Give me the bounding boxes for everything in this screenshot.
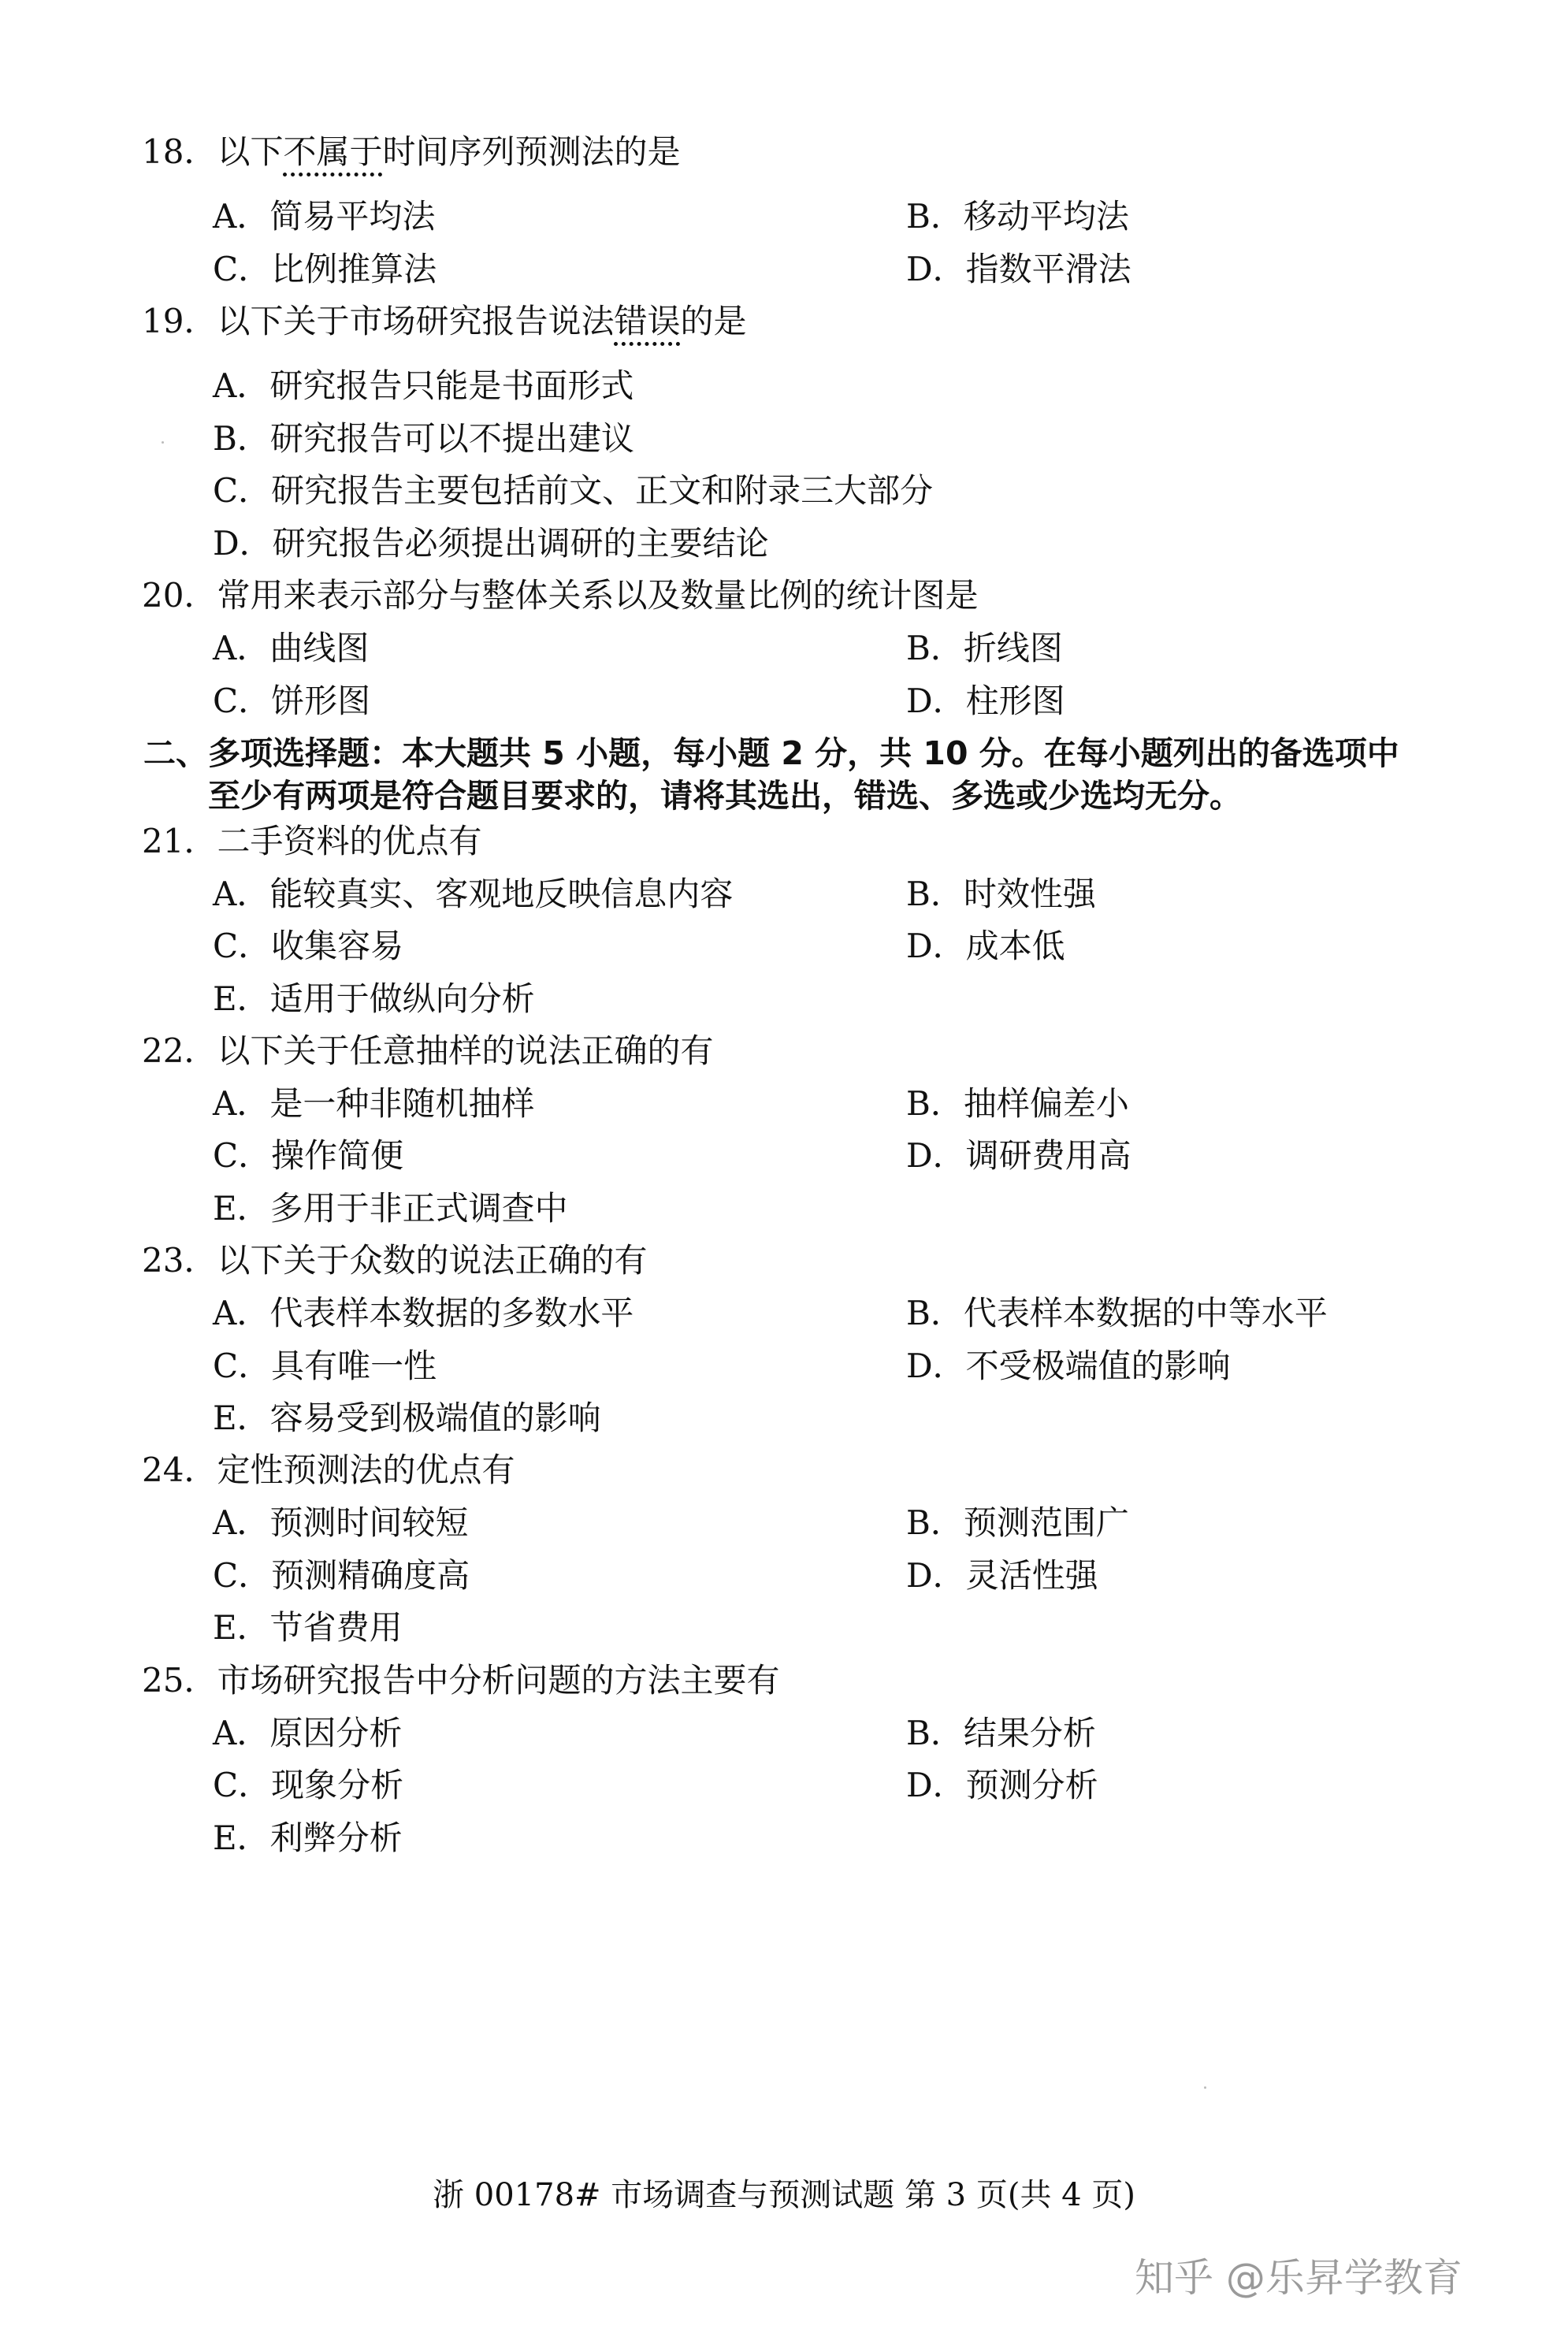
option: A．能较真实、客观地反映信息内容	[213, 875, 734, 913]
option: C．饼形图	[213, 682, 371, 720]
stem-text: 19．以下关于市场研究报告说法	[142, 302, 615, 340]
option: C．预测精确度高	[213, 1556, 470, 1595]
question-21-stem: 21．二手资料的优点有	[142, 822, 482, 860]
option: C．比例推算法	[213, 250, 437, 288]
option: C．具有唯一性	[213, 1347, 437, 1385]
stem-text: 的是	[680, 302, 747, 340]
question-20-stem: 20．常用来表示部分与整体关系以及数量比例的统计图是	[142, 576, 979, 615]
option: A．预测时间较短	[213, 1503, 469, 1542]
option: B．时效性强	[906, 875, 1096, 913]
option: D．预测分析	[906, 1766, 1098, 1804]
option: B．研究报告可以不提出建议	[213, 419, 634, 458]
option: B．代表样本数据的中等水平	[906, 1294, 1328, 1332]
question-18-stem	[142, 130, 680, 174]
section-2-header: 二、多项选择题：本大题共 5 小题，每小题 2 分，共 10 分。在每小题列出的备选项中	[143, 734, 1399, 772]
question-24-stem: 24．定性预测法的优点有	[142, 1451, 515, 1489]
option: E．节省费用	[213, 1608, 403, 1647]
scan-speck	[162, 441, 164, 444]
option: C．现象分析	[213, 1766, 404, 1804]
option: C．操作简便	[213, 1136, 404, 1175]
option: B．预测范围广	[906, 1503, 1129, 1542]
option: A．原因分析	[213, 1714, 403, 1752]
stem-text: 18．以下	[142, 132, 284, 171]
option: D．灵活性强	[906, 1556, 1098, 1595]
option: D．指数平滑法	[906, 250, 1131, 288]
option: B．抽样偏差小	[906, 1084, 1129, 1123]
stem-text: 时间序列预测法的是	[382, 132, 681, 171]
option: C．收集容易	[213, 927, 404, 965]
option: B．移动平均法	[906, 197, 1129, 236]
question-22-stem: 22．以下关于任意抽样的说法正确的有	[142, 1031, 714, 1070]
option: E．利弊分析	[213, 1819, 403, 1857]
option: B．结果分析	[906, 1714, 1096, 1752]
section-2-header-cont: 至少有两项是符合题目要求的，请将其选出，错选、多选或少选均无分。	[208, 777, 1242, 815]
option: E．多用于非正式调查中	[213, 1189, 568, 1228]
option: D．调研费用高	[906, 1136, 1131, 1175]
option: A．曲线图	[213, 629, 370, 667]
option: D．不受极端值的影响	[906, 1347, 1231, 1385]
option: E．容易受到极端值的影响	[213, 1399, 601, 1437]
option: A．代表样本数据的多数水平	[213, 1294, 634, 1332]
option: D．成本低	[906, 927, 1065, 965]
option: A．研究报告只能是书面形式	[213, 366, 634, 405]
option: A．简易平均法	[213, 197, 436, 236]
watermark: 知乎 @乐昇学教育	[1135, 2255, 1462, 2301]
page-footer: 浙 00178# 市场调查与预测试题 第 3 页(共 4 页)	[433, 2177, 1135, 2213]
option: A．是一种非随机抽样	[213, 1084, 535, 1123]
option: D．研究报告必须提出调研的主要结论	[213, 524, 769, 563]
emph-word: 不属于	[283, 132, 383, 171]
option: E．适用于做纵向分析	[213, 979, 535, 1018]
question-19-stem	[142, 299, 746, 344]
emphasis-text	[283, 132, 382, 171]
scan-speck	[1204, 2086, 1206, 2089]
emph-word: 错误	[614, 302, 681, 340]
option: C．研究报告主要包括前文、正文和附录三大部分	[213, 471, 934, 510]
question-25-stem: 25．市场研究报告中分析问题的方法主要有	[142, 1661, 780, 1700]
option: D．柱形图	[906, 682, 1065, 720]
question-23-stem: 23．以下关于众数的说法正确的有	[142, 1241, 648, 1280]
option: B．折线图	[906, 629, 1063, 667]
